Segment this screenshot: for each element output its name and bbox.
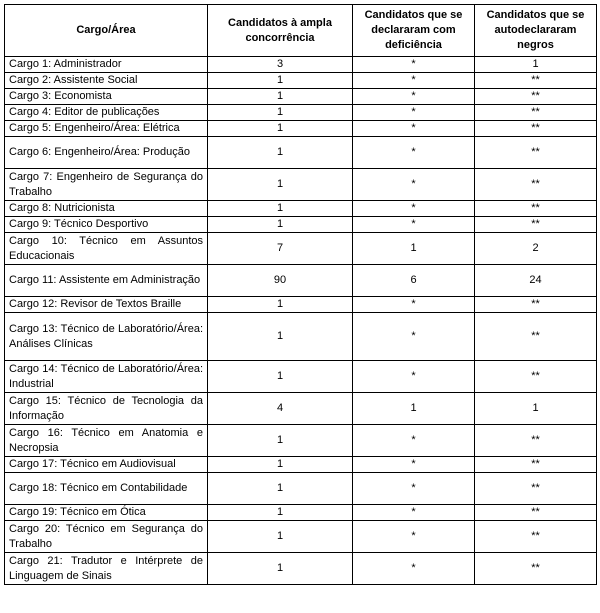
table-row (5, 105, 597, 121)
cell-negros: ** (475, 169, 597, 201)
cell-negros: ** (475, 521, 597, 553)
table-row (5, 297, 597, 313)
cell-cargo: Cargo 12: Revisor de Textos Braille (5, 297, 208, 313)
cell-cargo: Cargo 13: Técnico de Laboratório/Área: Análises Clínicas (5, 313, 208, 361)
cell-negros: ** (475, 105, 597, 121)
table-body (5, 57, 597, 585)
cell-ampla: 1 (208, 473, 353, 505)
cell-negros: ** (475, 361, 597, 393)
cell-cargo: Cargo 20: Técnico em Segurança do Trabalho (5, 521, 208, 553)
header-cargo: Cargo/Área (5, 5, 208, 57)
cell-ampla: 1 (208, 73, 353, 89)
cell-negros: ** (475, 505, 597, 521)
cell-deficiencia: * (353, 57, 475, 73)
cell-deficiencia: * (353, 105, 475, 121)
table-row (5, 457, 597, 473)
cell-negros: ** (475, 473, 597, 505)
cell-ampla: 4 (208, 393, 353, 425)
table-header-row (5, 5, 597, 57)
cell-deficiencia: * (353, 361, 475, 393)
cell-negros: ** (475, 313, 597, 361)
cell-ampla: 1 (208, 121, 353, 137)
table-row (5, 201, 597, 217)
table-row (5, 521, 597, 553)
table-row (5, 121, 597, 137)
cell-negros: ** (475, 553, 597, 585)
cell-deficiencia: * (353, 201, 475, 217)
table-row (5, 89, 597, 105)
cell-cargo: Cargo 5: Engenheiro/Área: Elétrica (5, 121, 208, 137)
cell-cargo: Cargo 3: Economista (5, 89, 208, 105)
cell-ampla: 7 (208, 233, 353, 265)
cell-deficiencia: * (353, 425, 475, 457)
cell-negros: ** (475, 89, 597, 105)
cell-cargo: Cargo 7: Engenheiro de Segurança do Trabalho (5, 169, 208, 201)
cell-ampla: 1 (208, 313, 353, 361)
cell-deficiencia: 6 (353, 265, 475, 297)
cell-cargo: Cargo 1: Administrador (5, 57, 208, 73)
cell-cargo: Cargo 10: Técnico em Assuntos Educacionais (5, 233, 208, 265)
table-row (5, 169, 597, 201)
cell-ampla: 1 (208, 505, 353, 521)
cell-negros: 1 (475, 57, 597, 73)
cell-deficiencia: * (353, 505, 475, 521)
cell-cargo: Cargo 8: Nutricionista (5, 201, 208, 217)
cell-deficiencia: * (353, 169, 475, 201)
cell-negros: ** (475, 73, 597, 89)
table-row (5, 73, 597, 89)
table-row (5, 265, 597, 297)
cell-cargo: Cargo 2: Assistente Social (5, 73, 208, 89)
table-row (5, 505, 597, 521)
header-deficiencia: Candidatos que se declararam com deficiência (353, 5, 475, 57)
cell-ampla: 1 (208, 553, 353, 585)
cell-cargo: Cargo 17: Técnico em Audiovisual (5, 457, 208, 473)
cell-deficiencia: * (353, 137, 475, 169)
cell-ampla: 1 (208, 217, 353, 233)
cell-negros: 1 (475, 393, 597, 425)
cell-ampla: 1 (208, 105, 353, 121)
cell-deficiencia: 1 (353, 393, 475, 425)
cell-ampla: 1 (208, 89, 353, 105)
cell-deficiencia: * (353, 313, 475, 361)
cell-negros: ** (475, 297, 597, 313)
cell-deficiencia: * (353, 217, 475, 233)
table-row (5, 473, 597, 505)
cell-deficiencia: * (353, 521, 475, 553)
cell-cargo: Cargo 14: Técnico de Laboratório/Área: Industrial (5, 361, 208, 393)
cell-cargo: Cargo 19: Técnico em Ótica (5, 505, 208, 521)
cell-negros: ** (475, 121, 597, 137)
cell-deficiencia: * (353, 473, 475, 505)
cell-negros: ** (475, 217, 597, 233)
cell-cargo: Cargo 11: Assistente em Administração (5, 265, 208, 297)
table-row (5, 393, 597, 425)
table-row (5, 425, 597, 457)
cell-ampla: 1 (208, 169, 353, 201)
cell-deficiencia: * (353, 457, 475, 473)
cell-cargo: Cargo 9: Técnico Desportivo (5, 217, 208, 233)
cell-cargo: Cargo 18: Técnico em Contabilidade (5, 473, 208, 505)
table-row (5, 233, 597, 265)
table-row (5, 361, 597, 393)
cell-negros: 2 (475, 233, 597, 265)
table-row (5, 57, 597, 73)
table-row (5, 217, 597, 233)
cell-cargo: Cargo 15: Técnico de Tecnologia da Informação (5, 393, 208, 425)
cell-negros: ** (475, 425, 597, 457)
cell-negros: ** (475, 201, 597, 217)
table-row (5, 137, 597, 169)
cell-negros: 24 (475, 265, 597, 297)
cell-ampla: 1 (208, 137, 353, 169)
cell-cargo: Cargo 6: Engenheiro/Área: Produção (5, 137, 208, 169)
cell-ampla: 90 (208, 265, 353, 297)
cell-deficiencia: 1 (353, 233, 475, 265)
cell-deficiencia: * (353, 121, 475, 137)
cell-ampla: 1 (208, 425, 353, 457)
cell-cargo: Cargo 16: Técnico em Anatomia e Necropsia (5, 425, 208, 457)
cell-deficiencia: * (353, 73, 475, 89)
cell-ampla: 1 (208, 201, 353, 217)
cell-ampla: 1 (208, 297, 353, 313)
cell-cargo: Cargo 4: Editor de publicações (5, 105, 208, 121)
cell-deficiencia: * (353, 553, 475, 585)
cell-negros: ** (475, 457, 597, 473)
vacancy-table (4, 4, 597, 585)
table-row (5, 553, 597, 585)
cell-cargo: Cargo 21: Tradutor e Intérprete de Linguagem de Sinais (5, 553, 208, 585)
header-negros: Candidatos que se autodeclararam negros (475, 5, 597, 57)
table-row (5, 313, 597, 361)
cell-deficiencia: * (353, 297, 475, 313)
cell-ampla: 1 (208, 521, 353, 553)
header-ampla: Candidatos à ampla concorrência (208, 5, 353, 57)
cell-ampla: 3 (208, 57, 353, 73)
cell-ampla: 1 (208, 361, 353, 393)
cell-ampla: 1 (208, 457, 353, 473)
cell-deficiencia: * (353, 89, 475, 105)
cell-negros: ** (475, 137, 597, 169)
